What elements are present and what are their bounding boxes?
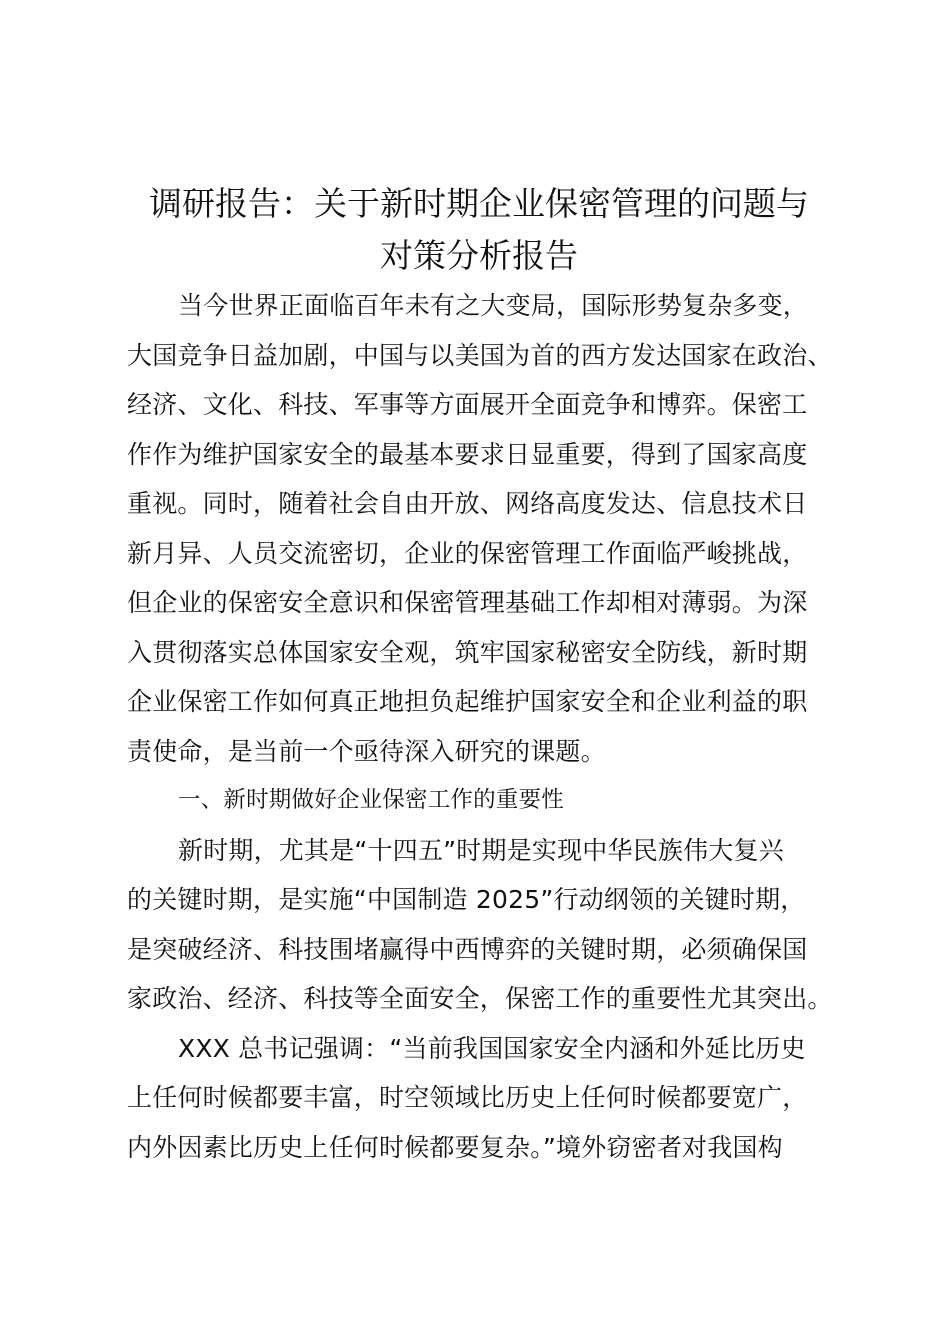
paragraph-line: 入贯彻落实总体国家安全观，筑牢国家秘密安全防线，新时期 [127,637,808,667]
paragraph-line: 经济、文化、科技、军事等方面展开全面竞争和博弈。保密工 [127,390,808,419]
paragraph-line: 当今世界正面临百年未有之大变局，国际形势复杂多变， [178,291,809,320]
paragraph-line: 企业保密工作如何真正地担负起维护国家安全和企业利益的职 [127,687,808,716]
paragraph-line: 的关键时期，是实施“中国制造 2025”行动纲领的关键时期， [127,885,806,914]
document-body [127,281,847,1172]
document-title [120,178,838,282]
paragraph-line: XXX 总书记强调：“当前我国国家安全内涵和外延比历史 [178,1033,806,1063]
paragraph-line: 家政治、经济、科技等全面安全，保密工作的重要性尤其突出。 [127,984,833,1013]
title-line: 调研报告：关于新时期企业保密管理的问题与 [149,184,809,223]
title-line: 对策分析报告 [380,236,578,275]
paragraph-line: 但企业的保密安全意识和保密管理基础工作却相对薄弱。为深 [127,588,808,617]
paragraph-line: 作作为维护国家安全的最基本要求日显重要，得到了国家高度 [127,439,808,469]
paragraph-line: 内外因素比历史上任何时候都要复杂。”境外窃密者对我国构 [127,1132,783,1162]
paragraph-line: 大国竞争日益加剧，中国与以美国为首的西方发达国家在政治、 [127,340,833,370]
paragraph-line: 责使命，是当前一个亟待深入研究的课题。 [127,736,606,766]
paragraph-line: 新时期，尤其是“十四五”时期是实现中华民族伟大复兴 [178,835,784,865]
section-heading: 一、新时期做好企业保密工作的重要性 [178,787,564,813]
paragraph-line: 是突破经济、科技围堵赢得中西博弈的关键时期，必须确保国 [127,934,808,964]
paragraph-line: 上任何时候都要丰富，时空领域比历史上任何时候都要宽广， [127,1083,808,1112]
paragraph-line: 新月异、人员交流密切，企业的保密管理工作面临严峻挑战， [127,538,808,568]
paragraph-line: 重视。同时，随着社会自由开放、网络高度发达、信息技术日 [127,489,808,518]
